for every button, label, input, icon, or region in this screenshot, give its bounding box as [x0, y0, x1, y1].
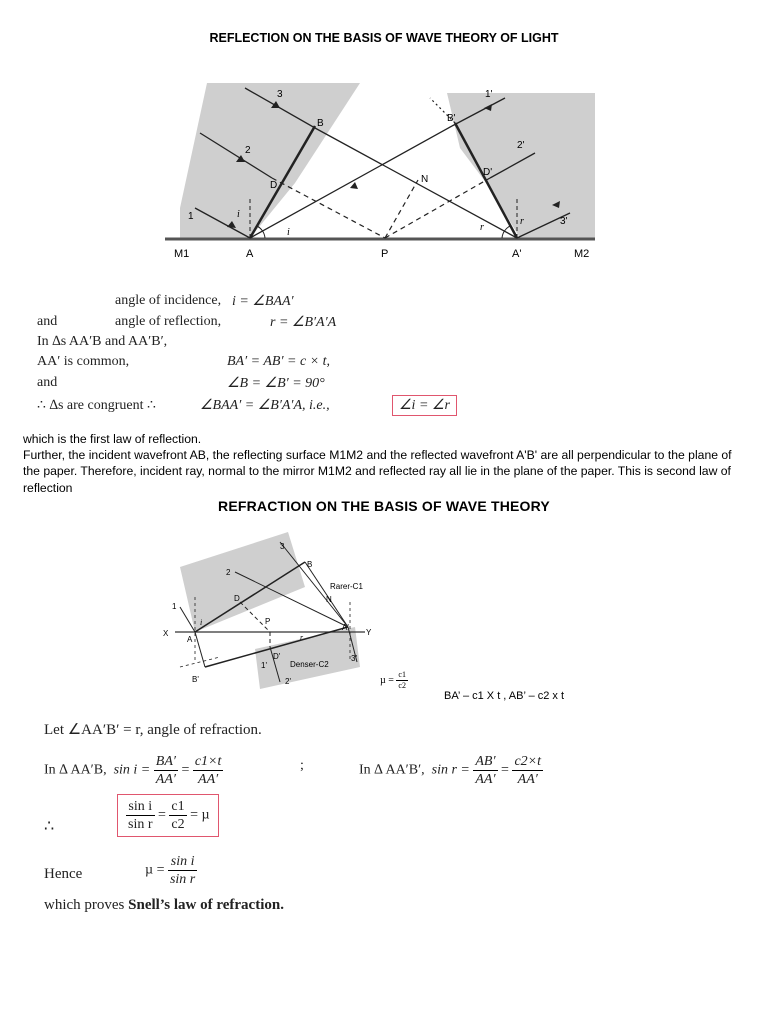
hence-den: sin r	[169, 872, 196, 887]
arrow-reflected	[350, 182, 358, 189]
line-common: AA′ is common,	[37, 354, 130, 369]
label-ray-2: 2	[245, 145, 251, 156]
line-incidence-label: angle of incidence,	[115, 293, 222, 308]
label-denser-medium: Denser-C2	[290, 660, 329, 669]
sin-i-equation: In ∆ AA′B, sin i = $\frac{BA'}{AA'}$ = $\frac{c1\times t}{AA'}$	[44, 754, 222, 787]
label-ray-1: 1	[188, 211, 194, 222]
paragraph-line-1: which is the first law of reflection.	[23, 432, 202, 446]
mu-symbol: µ =	[380, 675, 394, 686]
in-triangle-1: In ∆ AA′B,	[44, 762, 107, 778]
sin-i-label: sin i =	[113, 762, 151, 778]
box-c-fraction	[169, 798, 186, 833]
label-x: X	[163, 629, 169, 638]
mu-den: c2	[398, 681, 406, 690]
sin-r-label: sin r =	[431, 762, 470, 778]
label-bprime: B'	[447, 113, 456, 124]
label-aprime: A'	[512, 248, 522, 260]
label-angle-i: i	[200, 618, 203, 627]
line-in-triangles: In ∆s AA′B and AA′B′,	[37, 334, 168, 349]
mu-ratio-note	[380, 670, 408, 691]
paragraph-line-2: Further, the incident wavefront AB, the reflecting surface M1M2 and the reflected wavefront A'B' are all perpendicular to the plane of the paper. Therefore, incident ray, normal to the mirror M1M2 and reflected ray all lie in the plane of the paper. This is second law of reflection	[23, 448, 732, 495]
page-title-reflection: REFLECTION ON THE BASIS OF WAVE THEORY OF LIGHT	[209, 31, 559, 45]
therefore-symbol: ∴	[44, 818, 55, 835]
line-reflection-label: angle of reflection,	[115, 314, 222, 329]
refracted-beam-shade	[255, 627, 360, 689]
line-angle-equality: ∠BAA′ = ∠B′A′A, i.e.,	[200, 398, 330, 413]
line-reflection-expr: r = ∠B′A′A	[270, 315, 337, 330]
label-ray-3prime: 3'	[560, 216, 568, 227]
label-m2: M2	[574, 248, 590, 260]
label-aprime: A'	[342, 623, 349, 632]
f3-den: AA′	[475, 772, 496, 787]
semicolon: ;	[300, 758, 304, 773]
label-d: D	[234, 594, 240, 603]
label-b: B	[307, 560, 313, 569]
f4-den: AA′	[517, 772, 538, 787]
label-ray-1prime: 1'	[261, 661, 267, 670]
label-dprime: D'	[483, 167, 493, 178]
hence-equation	[145, 853, 197, 888]
hence-label: Hence	[44, 866, 83, 882]
hence-mu: µ =	[145, 862, 165, 878]
box-num: sin i	[126, 798, 155, 816]
line-equal-sides: BA′ = AB′ = c × t,	[227, 354, 331, 369]
snell-law-name: Snell’s law of refraction.	[128, 897, 284, 913]
label-ray-1: 1	[172, 602, 177, 611]
line-congruent: ∴ ∆s are congruent ∴	[37, 398, 156, 413]
box-c-num: c1	[171, 799, 185, 814]
line-incidence-expr: i = ∠BAA′	[232, 294, 294, 309]
label-ray-3: 3	[277, 89, 283, 100]
label-ray-1prime: 1'	[485, 89, 493, 100]
dashed-p-n	[385, 180, 418, 238]
box-mu: = µ	[190, 807, 210, 823]
box-sin-fraction	[126, 798, 155, 833]
label-m1: M1	[174, 248, 190, 260]
line-let-angle: Let ∠AA′B′ = r, angle of refraction.	[44, 722, 262, 738]
sin-r-equation: In ∆ AA′B′, sin r = $\frac{AB'}{AA'}$ = $\frac{c2\times t}{AA'}$	[359, 754, 542, 787]
snell-conclusion	[44, 897, 284, 914]
label-n: N	[326, 595, 332, 604]
f2-num: c1×t	[194, 754, 222, 769]
box-den: sin r	[128, 817, 153, 832]
label-rarer-medium: Rarer-C1	[330, 582, 363, 591]
line-and-1: and	[37, 314, 58, 329]
velocity-distance-note: BA’ – c1 X t , AB’ – c2 x t	[444, 690, 565, 702]
label-angle-r: r	[300, 633, 304, 642]
label-a: A	[187, 635, 193, 644]
label-ray-2prime: 2'	[517, 140, 525, 151]
paragraph-first-law	[23, 431, 738, 496]
label-ray-3: 3	[280, 542, 285, 551]
f1-num: BA′	[155, 754, 176, 769]
hence-num: sin i	[168, 853, 197, 871]
label-bprime: B'	[192, 675, 199, 684]
f1-den: AA′	[155, 772, 176, 787]
line-right-angles: ∠B = ∠B′ = 90°	[227, 376, 325, 391]
fraction-c1t-aa	[193, 753, 224, 788]
hence-fraction	[168, 853, 197, 888]
line-and-2: and	[37, 375, 58, 390]
label-p: P	[265, 617, 271, 626]
label-b: B	[317, 118, 324, 129]
dashed-p-dprime	[385, 178, 490, 238]
label-n: N	[421, 174, 429, 185]
mu-fraction	[396, 670, 408, 691]
mu-num: c1	[398, 670, 406, 679]
incident-beam-shade	[180, 532, 305, 632]
label-d: D	[270, 180, 278, 191]
f4-num: c2×t	[514, 754, 542, 769]
in-triangle-2: In ∆ AA′B′,	[359, 762, 425, 778]
label-angle-r-upper: r	[520, 216, 524, 227]
label-dprime: D'	[273, 652, 281, 661]
boxed-snell-ratio: $\frac{\text{sin i}}{\text{sin r}}$ = $\frac{c1}{c2}$ = µ	[117, 794, 219, 837]
f3-num: AB′	[475, 754, 496, 769]
refraction-diagram	[160, 527, 380, 697]
dashed-bprime-extension	[180, 657, 220, 667]
box-c-den: c2	[171, 817, 185, 832]
fraction-ab-aa	[473, 753, 497, 788]
label-y: Y	[366, 628, 372, 637]
label-angle-i-upper: i	[237, 209, 240, 220]
which-proves: which proves	[44, 897, 125, 913]
label-ray-2: 2	[226, 568, 231, 577]
boxed-i-equals-r: ∠i = ∠r	[392, 395, 457, 416]
label-p: P	[381, 248, 389, 260]
label-a: A	[246, 248, 254, 260]
reflection-diagram	[160, 78, 610, 263]
label-ray-2prime: 2'	[285, 677, 291, 686]
f2-den: AA′	[198, 772, 219, 787]
fraction-ba-aa	[154, 753, 178, 788]
label-ray-3prime: 3'	[351, 654, 357, 663]
section-title-refraction: REFRACTION ON THE BASIS OF WAVE THEORY	[218, 498, 550, 514]
label-angle-r-lower: r	[480, 222, 484, 233]
fraction-c2t-aa	[512, 753, 543, 788]
label-angle-i-lower: i	[287, 227, 290, 238]
